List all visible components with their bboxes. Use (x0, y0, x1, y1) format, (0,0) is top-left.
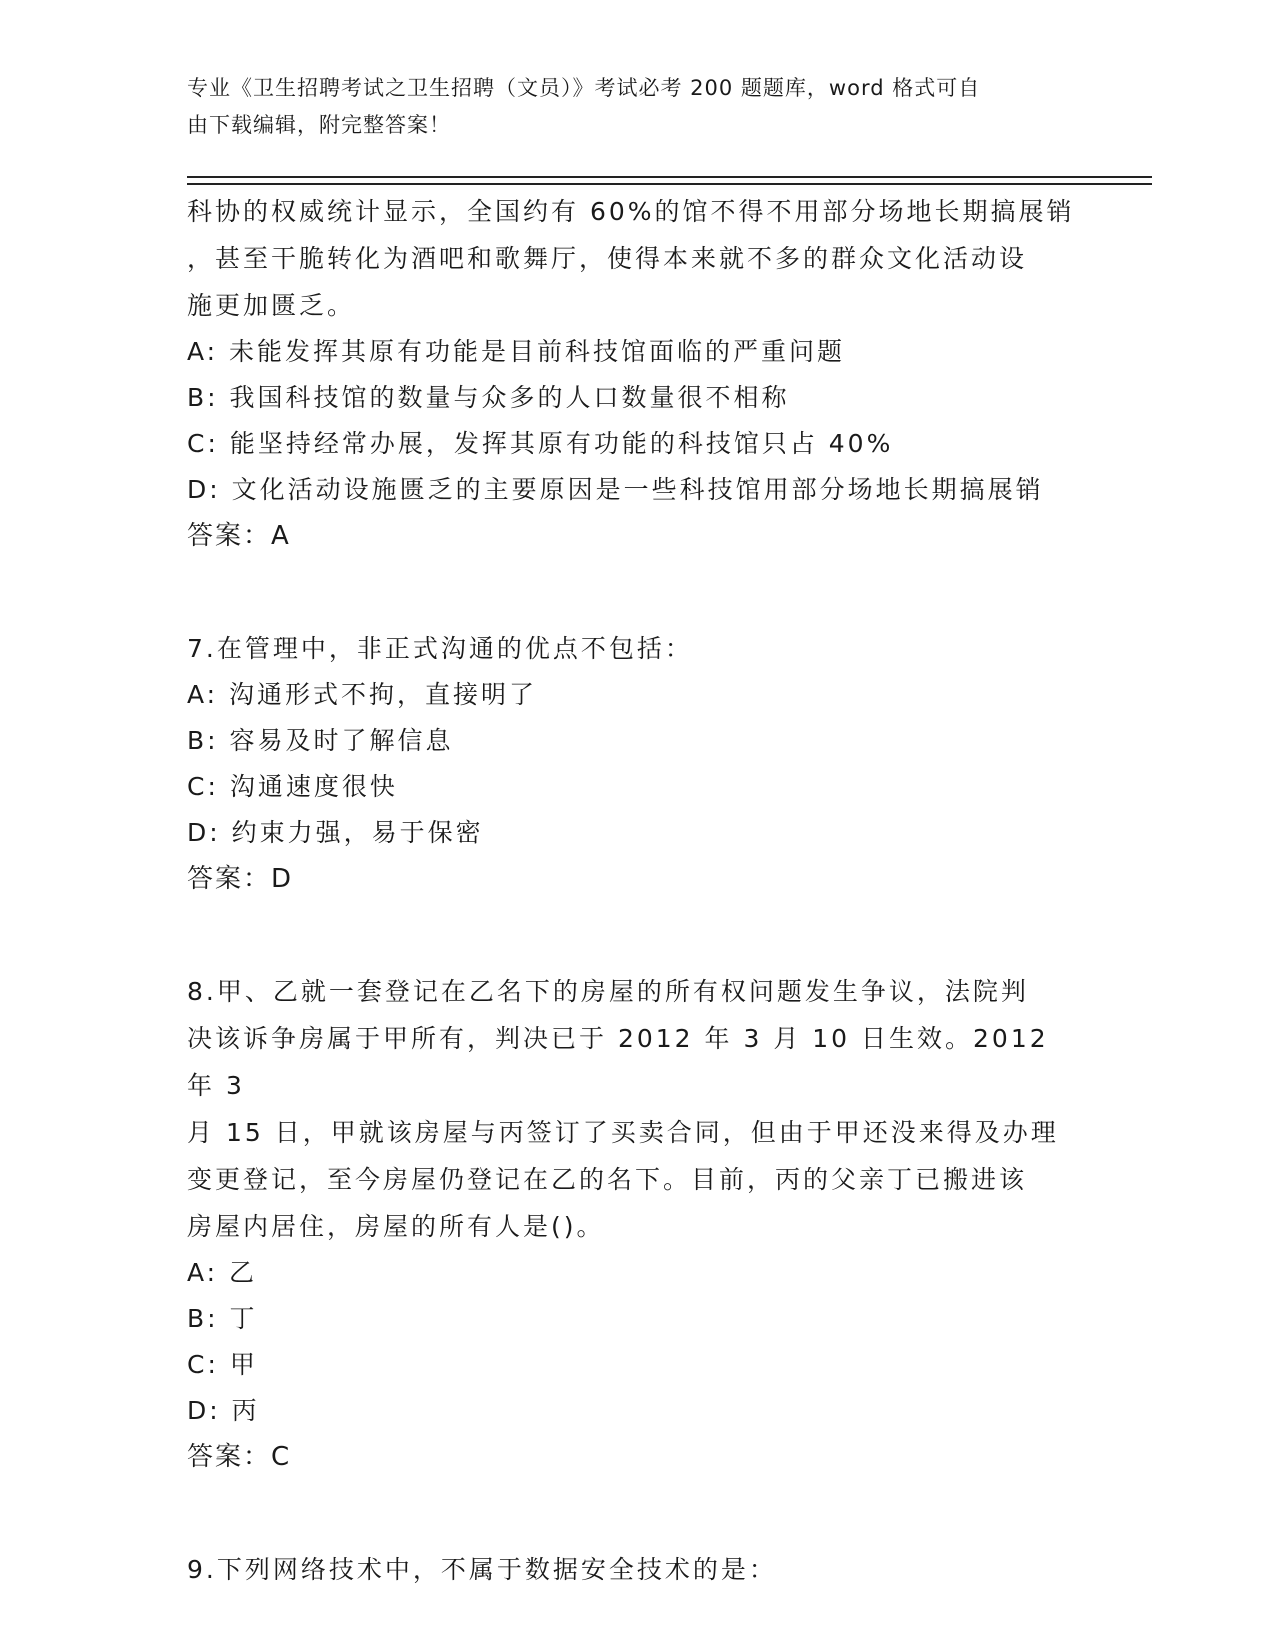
question-7 (187, 625, 1087, 902)
header-line-2: 由下载编辑，附完整答案！ (187, 113, 451, 137)
option-c: C: 甲 (187, 1350, 258, 1379)
question-8-line-1: 8.甲、乙就一套登记在乙名下的房屋的所有权问题发生争议，法院判 (187, 977, 1029, 1006)
fragment-line-2: ，甚至干脆转化为酒吧和歌舞厅，使得本来就不多的群众文化活动设 (187, 244, 1028, 273)
question-7-text: 7.在管理中，非正式沟通的优点不包括： (187, 634, 693, 663)
option-a: A: 沟通形式不拘，直接明了 (187, 680, 538, 709)
answer-line: 答案：D (187, 864, 294, 894)
question-8-line-2: 决该诉争房属于甲所有，判决已于 2012 年 3 月 10 日生效。2012 年 3 (187, 1024, 1049, 1100)
question-9 (187, 1546, 1087, 1593)
answer-line: 答案：A (187, 521, 291, 551)
question-8-line-3: 月 15 日，甲就该房屋与丙签订了买卖合同，但由于甲还没来得及办理 (187, 1118, 1059, 1147)
fragment-line-1: 科协的权威统计显示，全国约有 60%的馆不得不用部分场地长期搞展销 (187, 197, 1075, 226)
header-divider-bottom (187, 183, 1152, 185)
question-8-line-5: 房屋内居住，房屋的所有人是()。 (187, 1212, 605, 1241)
document-header (187, 70, 1067, 144)
option-b: B: 我国科技馆的数量与众多的人口数量很不相称 (187, 383, 790, 412)
question-8 (187, 968, 1087, 1480)
header-divider-top (187, 176, 1152, 178)
document-body (187, 188, 1087, 1593)
header-line-1: 专业《卫生招聘考试之卫生招聘（文员）》考试必考 200 题题库，word 格式可自 (187, 76, 981, 100)
question-9-text: 9.下列网络技术中，不属于数据安全技术的是： (187, 1555, 777, 1584)
option-b: B: 容易及时了解信息 (187, 726, 454, 755)
question-fragment (187, 188, 1087, 559)
option-a: A: 乙 (187, 1258, 258, 1287)
option-b: B: 丁 (187, 1304, 258, 1333)
option-c: C: 能坚持经常办展，发挥其原有功能的科技馆只占 40% (187, 429, 894, 458)
option-a: A: 未能发挥其原有功能是目前科技馆面临的严重问题 (187, 337, 846, 366)
option-d: D: 文化活动设施匮乏的主要原因是一些科技馆用部分场地长期搞展销 (187, 475, 1044, 504)
question-8-line-4: 变更登记，至今房屋仍登记在乙的名下。目前，丙的父亲丁已搬进该 (187, 1165, 1028, 1194)
option-c: C: 沟通速度很快 (187, 772, 398, 801)
answer-line: 答案：C (187, 1442, 292, 1472)
option-d: D: 约束力强，易于保密 (187, 818, 484, 847)
option-d: D: 丙 (187, 1396, 260, 1425)
fragment-line-3: 施更加匮乏。 (187, 291, 356, 320)
